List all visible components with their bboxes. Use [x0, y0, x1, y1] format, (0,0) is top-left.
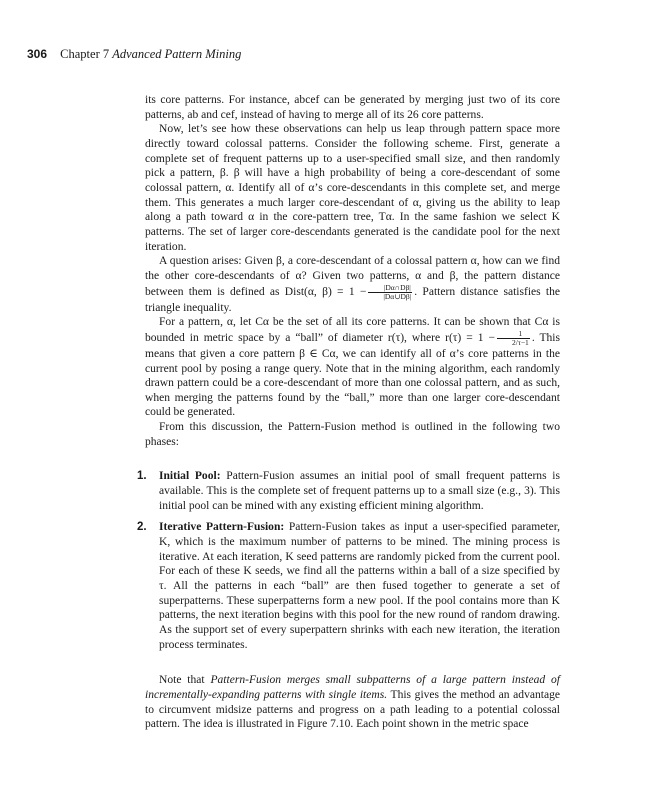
paragraph-5: From this discussion, the Pattern-Fusion method is outlined in the following two phases:	[145, 421, 560, 448]
list-term: Iterative Pattern-Fusion:	[159, 521, 285, 534]
paragraph-3	[145, 254, 560, 315]
radius-fraction	[497, 330, 530, 347]
list-item	[137, 469, 560, 513]
fraction-numerator: |Dα∩Dβ|	[368, 284, 412, 293]
chapter-label: Chapter 7	[60, 47, 110, 61]
section-title: Advanced Pattern Mining	[112, 47, 242, 61]
p6-lead: Note that	[159, 674, 211, 687]
list-text: Pattern-Fusion assumes an initial pool of small frequent patterns is available. This is the complete set of frequent patterns up to a small size (e.g., 3). This initial pool can be mined with any existing efficient mining algorithm.	[159, 470, 560, 512]
paragraph-2: Now, let’s see how these observations can help us leap through pattern space more directly toward colossal patterns. Consider the following scheme. First, generate a complete set of frequent patterns up to a user-specified small size, and then randomly pick a pattern, β. β will have a high probability of being a core-descendant of some colossal pattern, α. Identify all of α’s core-descendants in this complete set, and merge them. This generates a much larger core-descendant of α, giving us the ability to leap along a path toward α in the core-pattern tree, Tα. In the same fashion we select K patterns. The set of larger core-descendants generated is the candidate pool for the next iteration.	[145, 123, 560, 253]
fraction-denominator: 2/τ−1	[511, 337, 529, 347]
page-number: 306	[27, 47, 48, 61]
p4-text-after: . This means that given a core pattern β ∈ Cα, we can identify all of α’s core patterns in the current pool by posing a range query. Note that in the mining algorithm, each randomly drawn pattern could be a core-descendant of more than one colossal pattern, and as such, when merging the patterns found by the “ball,” more than one larger core-descendant could be generated.	[145, 332, 560, 419]
p6-rest: This gives the method an advantage to circumvent midsize patterns and progress on a path leading to a potential colossal pattern. The idea is illustrated in Figure 7.10. Each point shown in the metric space	[145, 688, 560, 731]
fraction-numerator: 1	[497, 330, 530, 339]
phase-list	[137, 469, 561, 652]
list-term: Initial Pool:	[159, 470, 221, 483]
paragraph-6	[145, 673, 560, 732]
distance-fraction	[368, 284, 412, 301]
paragraph-1: its core patterns. For instance, abcef can be generated by merging just two of its core patterns, ab and cef, instead of having to merge all of its 26 core patterns.	[145, 94, 560, 121]
paragraph-4	[145, 315, 560, 420]
list-number: 1.	[137, 470, 147, 483]
page-body	[137, 93, 561, 732]
list-number: 2.	[137, 521, 147, 534]
list-item	[137, 520, 561, 652]
p6-italic: Pattern-Fusion merges small subpatterns of a large pattern instead of incrementally-expanding patterns with single items.	[145, 674, 560, 701]
page-header	[27, 47, 241, 62]
fraction-denominator: |Dα∪Dβ|	[383, 291, 412, 301]
list-text: Pattern-Fusion takes as input a user-specified parameter, K, which is the maximum number of patterns to be mined. The mining process is iterative. At each iteration, K seed patterns are randomly picked from the current pool. For each of these K seeds, we find all the patterns within a ball of a size specified by τ. All the patterns in each “ball” are then fused together to generate a set of superpatterns. These superpatterns form a new pool. If the pool contains more than K patterns, the next iteration begins with this pool for the new round of random drawing. As the support set of every superpattern shrinks with each new iteration, the iteration process terminates.	[159, 521, 561, 651]
p3-text-before: A question arises: Given β, a core-descendant of a colossal pattern α, how can we find the other core-descendants of α? Given two patterns, α and β, the pattern distance between them is defined as Dist(α, β) = 1 −	[145, 255, 560, 298]
p3-text-after: . Pattern distance satisfies the triangle inequality.	[145, 285, 561, 314]
p4-text-before: For a pattern, α, let Cα be the set of all its core patterns. It can be shown that Cα is bounded in metric space by a “ball” of diameter r(τ), where r(τ) = 1 −	[145, 316, 560, 344]
